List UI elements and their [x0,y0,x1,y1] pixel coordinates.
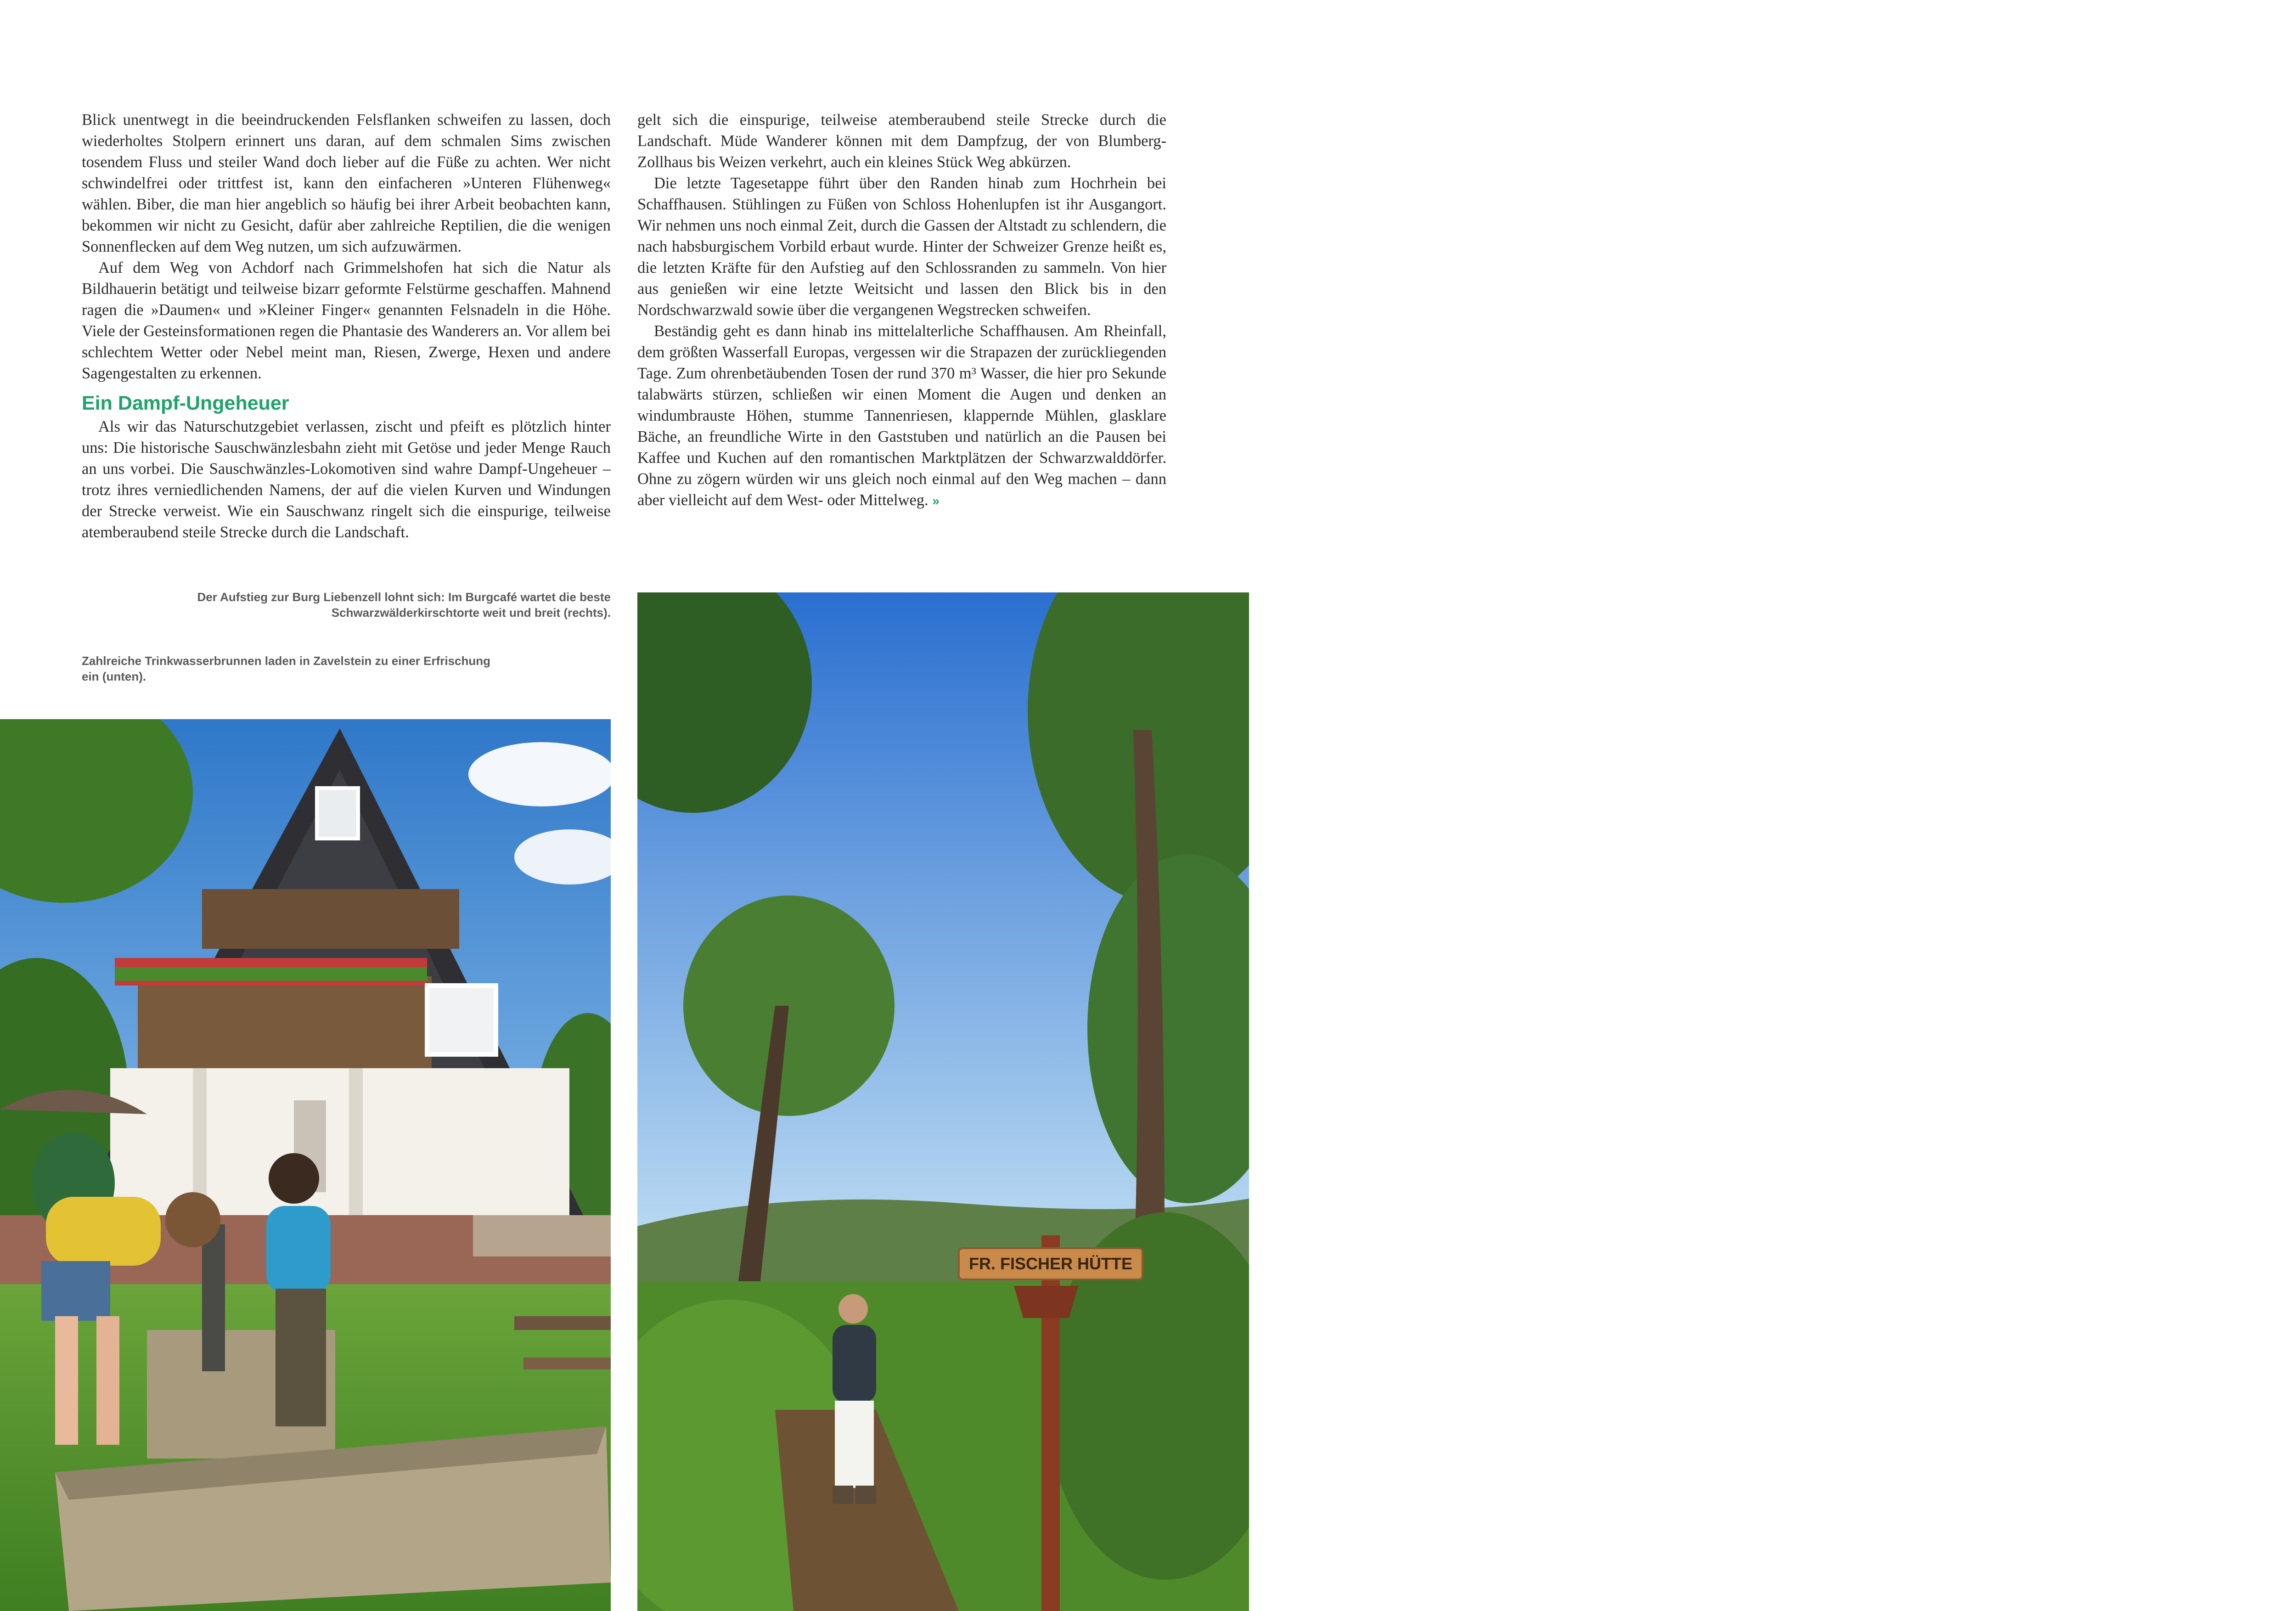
signpost-arrow [1014,1286,1078,1318]
photo-caption-left: Zahlreiche Trinkwasserbrunnen laden in Zavelstein zu einer Erfrischung ein (unten). [82,654,491,683]
text-column-left [82,109,611,543]
hiker-leg [96,1316,119,1445]
hiker-shirt [833,1325,876,1403]
hiker-pants [276,1289,326,1426]
paragraph: gelt sich die einspurige, teilweise atemberaubend steile Strecke durch die Landschaft. Müde Wanderer können mit dem Dampfzug, der von Blumberg-Zollhaus bis Weizen verkehrt, auch ein kleines Stück Weg abkürzen. [637,111,1166,171]
paragraph-text: Beständig geht es dann hinab ins mittelalterliche Schaffhausen. Am Rheinfall, dem größten Wasserfall Europas, vergessen wir die Strapazen der zurückliegenden Tage. Zum ohrenbetäubenden Tosen der rund 370 m³ Wasser, die hier pro Sekunde talabwärts stürzen, schließen wir einen Moment die Augen und denken an windumbrauste Höhen, stumme Tannenriesen, klappernde Mühlen, glasklare Bäche, an freundliche Wirte in den Gaststuben und natürlich an die Pausen bei Kaffee und Kuchen auf den romantischen Marktplätzen der Schwarzwalddörfer. Ohne zu zögern würden wir uns gleich noch einmal auf den Weg machen – dann aber vielleicht auf dem West- oder Mittelweg. [637,322,1166,509]
fence [473,1215,611,1256]
hiker-head [165,1192,220,1247]
photo-fountain-house [0,719,611,1611]
balcony-lower [138,976,432,1068]
section-heading: Ein Dampf-Ungeheuer [82,392,289,414]
photo-trail-signpost [637,592,1249,1611]
bench [523,1358,611,1369]
fountain-scene [0,719,611,1611]
hiker-shirt [46,1197,161,1266]
hiker-shirt [266,1206,331,1293]
photo-caption-right: Der Aufstieg zur Burg Liebenzell lohnt sich: Im Burgcafé wartet die beste Schwarzwälderkirschtorte weit und breit (rechts). [197,590,611,620]
hiker-head [269,1153,319,1204]
paragraph: Die letzte Tagesetappe führt über den Randen hinab zum Hochrhein bei Schaffhausen. Stühlingen zu Füßen von Schloss Hohenlupfen ist ihr Ausgangort. Wir nehmen uns noch einmal Zeit, durch die Gassen der Altstadt zu schlendern, die nach habsburgischem Vorbild erbaut wurde. Hinter der Schweizer Grenze heißt es, die letzten Kräfte für den Aufstieg auf den Schlossranden zu sammeln. Von hier aus genießen wir eine letzte Weitsicht und lassen den Blick bis in den Nordschwarzwald sowie über die vergangenen Wegstrecken schweifen. [637,175,1166,319]
hiker-pants [835,1401,874,1488]
hiker-leg [55,1316,78,1445]
hiker-head [838,1294,868,1324]
flower-greens [115,967,427,981]
end-mark: » [932,494,940,508]
bench [514,1316,611,1330]
cloud [468,742,611,806]
paragraph: Auf dem Weg von Achdorf nach Grimmelshofen hat sich die Natur als Bildhauerin betätigt und teilweise bizarr geformte Felstürme geschaffen. Mahnend ragen die »Daumen« und »Kleiner Finger« genannten Felsnadeln in die Höhe. Viele der Gesteinsformationen regen die Phantasie des Wanderers an. Vor allem bei schlechtem Wetter oder Nebel meint man, Riesen, Zwerge, Hexen und andere Sagengestalten zu erkennen. [82,259,611,382]
house-window [427,986,496,1054]
trail-scene [637,592,1249,1611]
paragraph: Blick unentwegt in die beeindruckenden Felsflanken schweifen zu lassen, doch wiederholtes Stolpern erinnert uns daran, auf dem schmalen Sims zwischen tosendem Fluss und steiler Wand doch lieber auf die Füße zu achten. Wer nicht schwindelfrei oder trittfest ist, kann den einfacheren »Unteren Flühenweg« wählen. Biber, die man hier angeblich so häufig bei ihrer Arbeit beobachten kann, bekommen wir nicht zu Gesicht, dafür aber zahlreiche Reptilien, die die wenigen Sonnenflecken auf dem Weg nutzen, um sich aufzuwärmen. [82,111,611,255]
paragraph [637,321,1166,512]
hiker-boot [833,1486,853,1504]
hiker-shorts [41,1261,110,1321]
text-column-right [637,109,1166,512]
paragraph: Als wir das Naturschutzgebiet verlassen, zischt und pfeift es plötzlich hinter uns: Die historische Sauschwänzlesbahn zieht mit Getöse und jeder Menge Rauch an uns vorbei. Die Sauschwänzles-Lokomotiven sind wahre Dampf-Ungeheuer – trotz ihres verniedlichenden Namens, der auf die vielen Kurven und Windungen der Strecke verweist. Wie ein Sauschwanz ringelt sich die einspurige, teilweise atemberaubend steile Strecke durch die Landschaft. [82,418,611,541]
fountain-pump [202,1224,225,1371]
signpost-label: FR. FISCHER HÜTTE [969,1254,1132,1273]
balcony-upper [202,889,459,949]
hiker-boot [855,1486,876,1504]
house-window [317,788,358,839]
